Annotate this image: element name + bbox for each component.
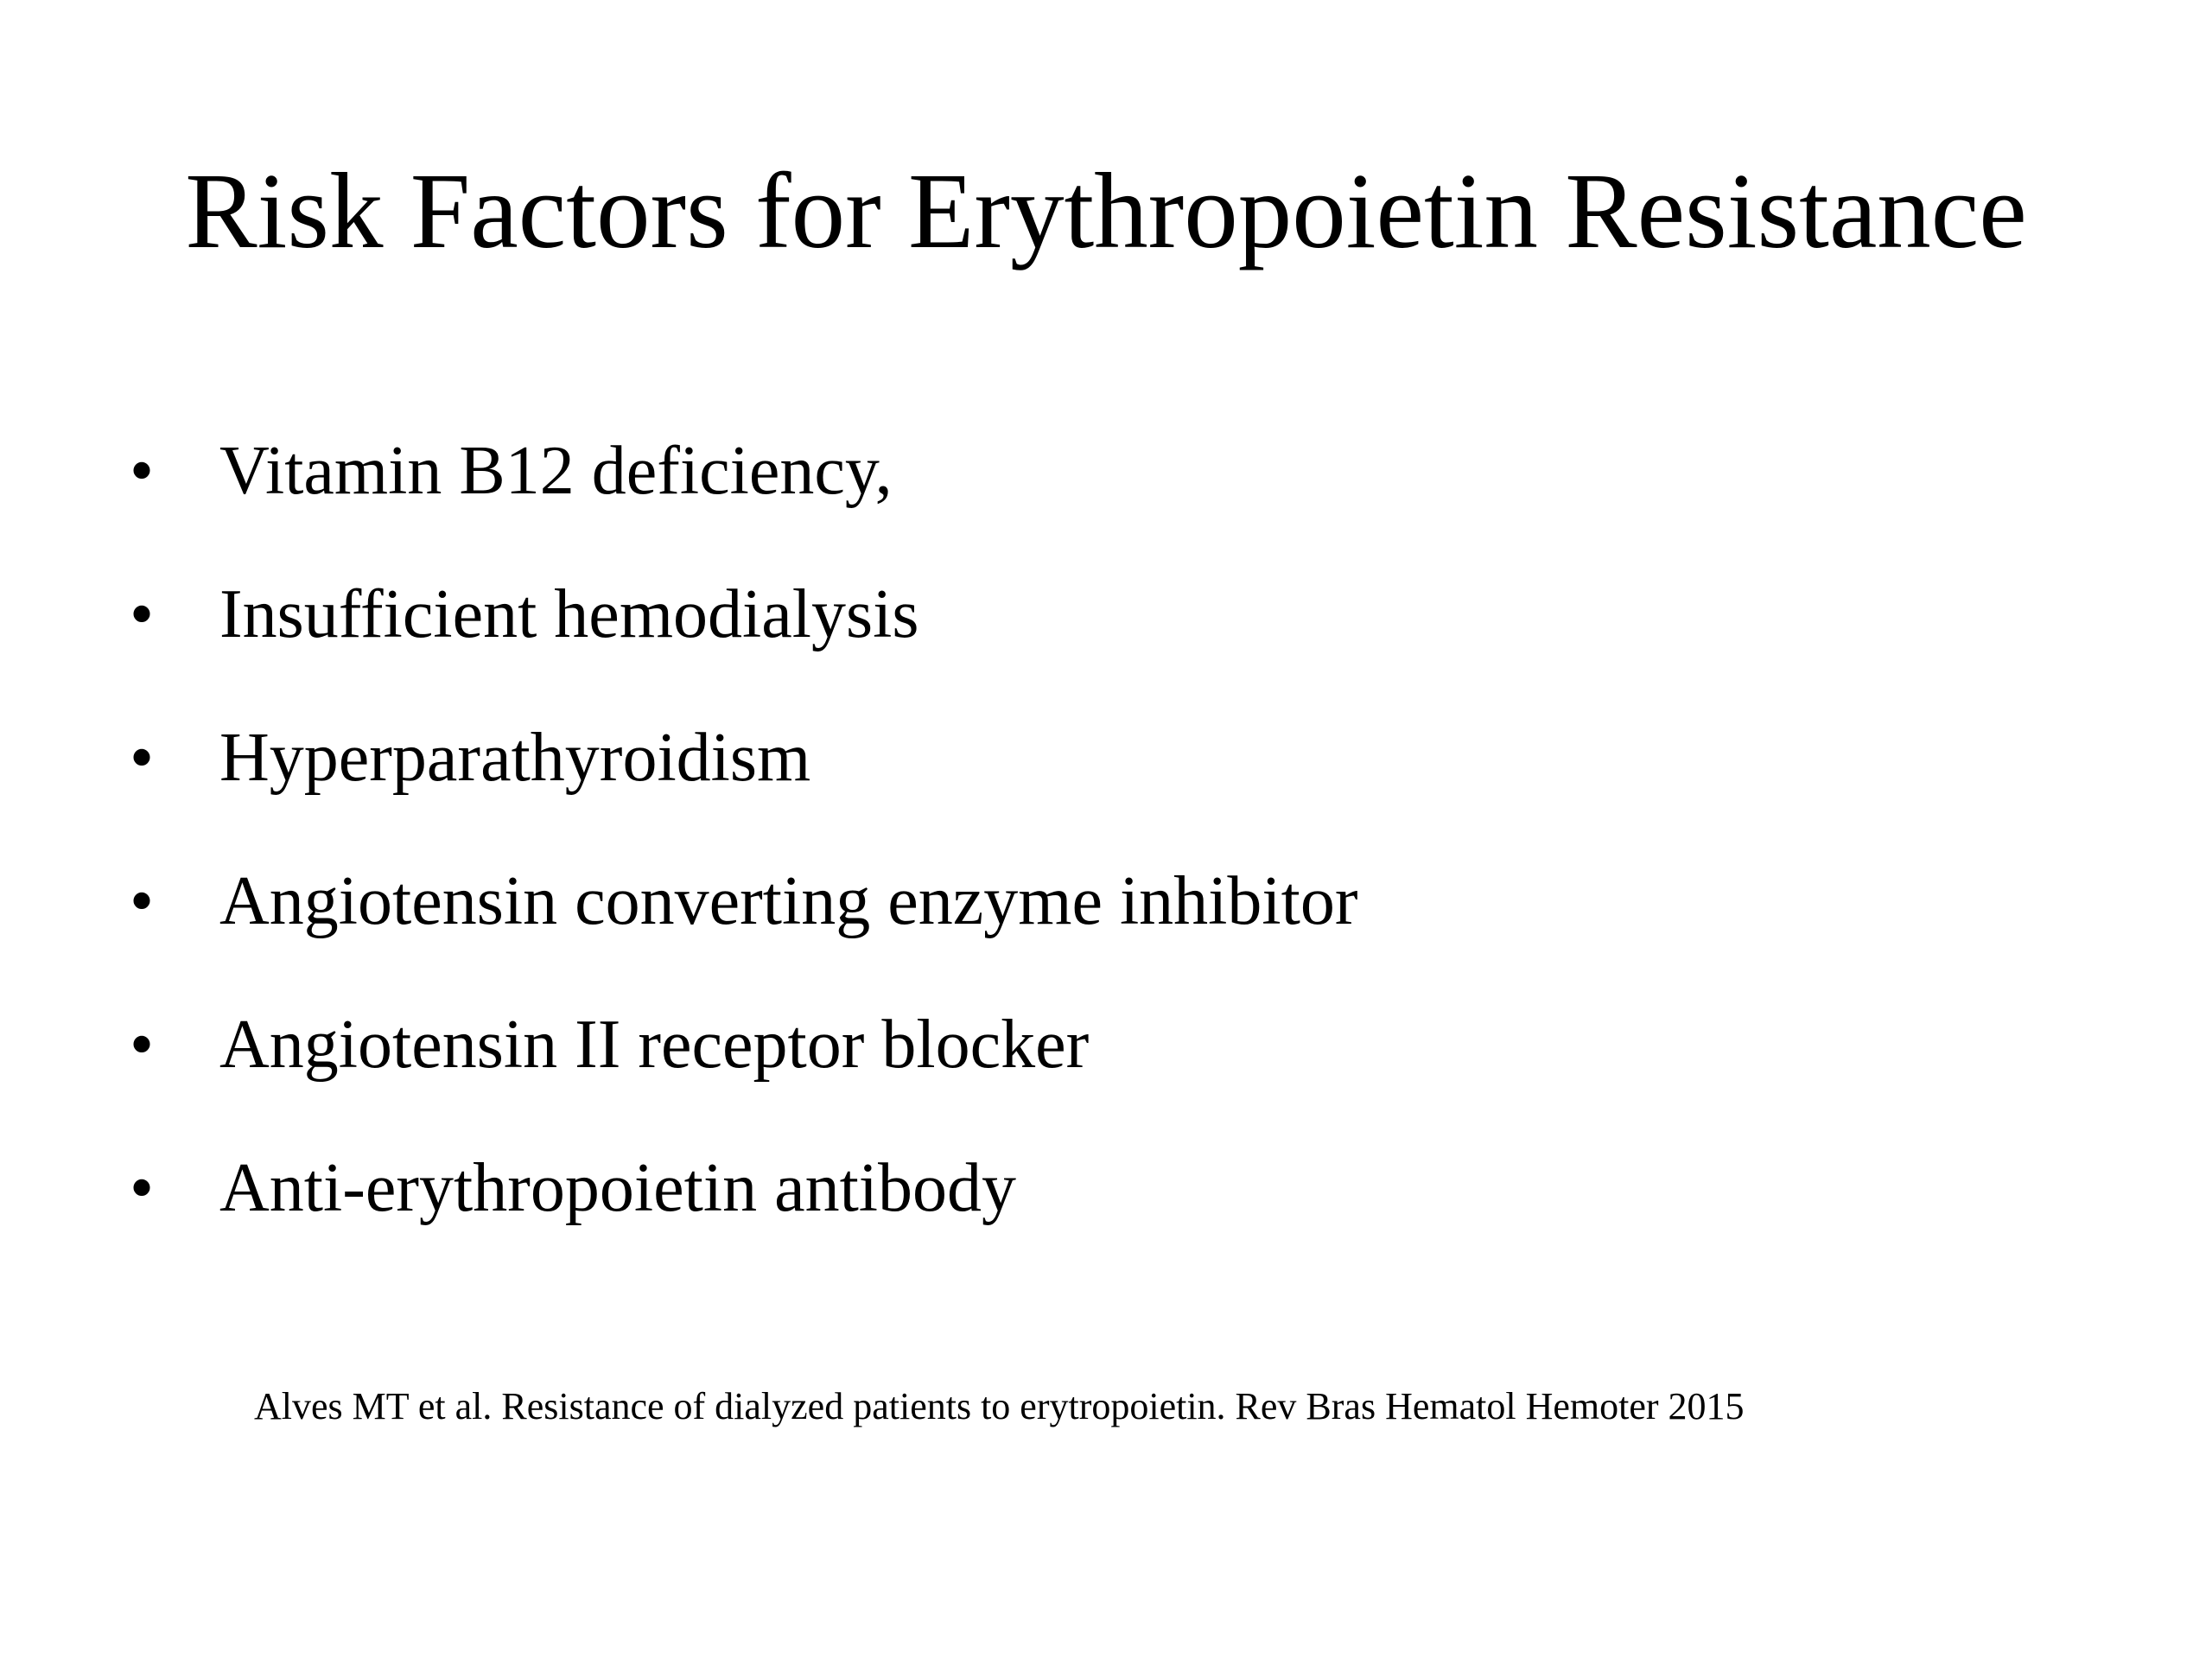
- bullet-text: Angiotensin converting enzyme inhibitor: [219, 863, 1358, 939]
- bullet-icon: •: [130, 1150, 155, 1226]
- bullet-icon: •: [130, 576, 155, 652]
- bullet-text: Angiotensin II receptor blocker: [219, 1007, 1090, 1083]
- bullet-icon: •: [130, 1007, 155, 1083]
- bullet-icon: •: [130, 433, 155, 509]
- bullet-icon: •: [130, 863, 155, 939]
- bullet-text: Vitamin B12 deficiency,: [219, 433, 893, 509]
- bullet-text: Anti-erythropoietin antibody: [219, 1150, 1017, 1226]
- bullet-icon: •: [130, 720, 155, 796]
- bullet-text: Hyperparathyroidism: [219, 720, 811, 796]
- citation: Alves MT et al. Resistance of dialyzed patients to erytropoietin. Rev Bras Hematol Hemoter 2015: [254, 1385, 1745, 1427]
- slide-title: Risk Factors for Erythropoietin Resistance: [185, 152, 2027, 271]
- bullet-text: Insufficient hemodialysis: [219, 576, 919, 652]
